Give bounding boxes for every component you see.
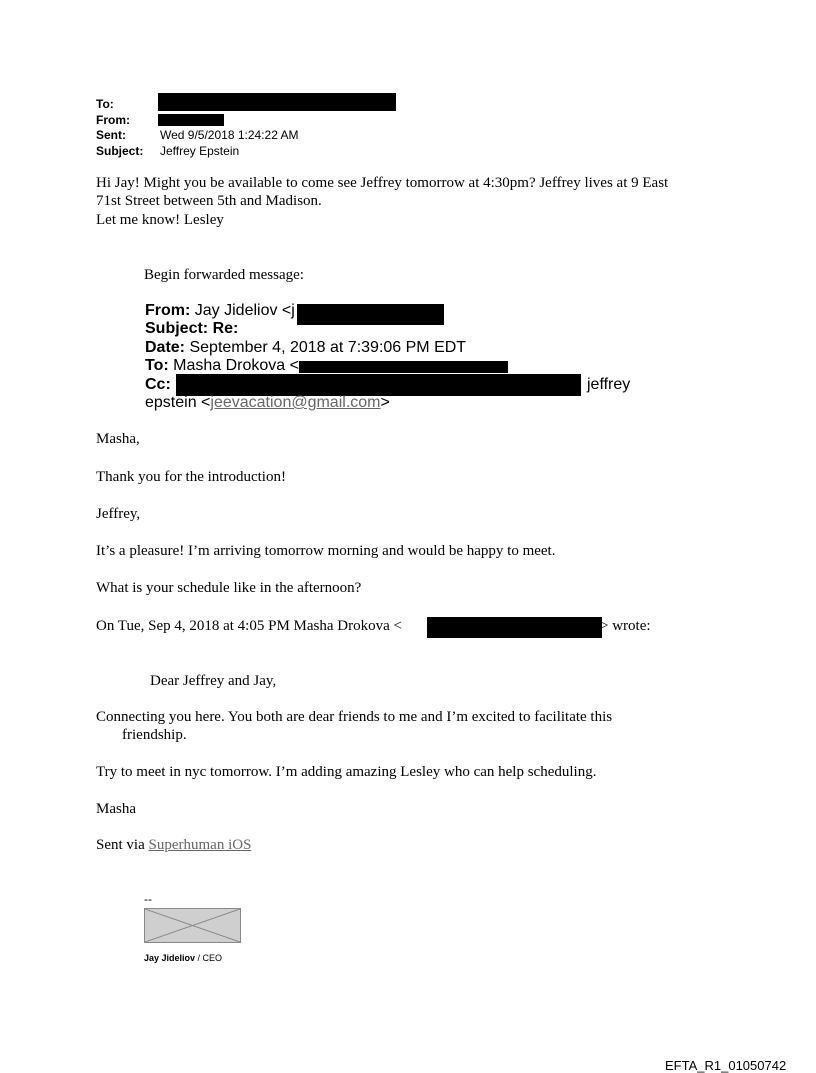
- reply-greeting-jeffrey: Jeffrey,: [96, 506, 141, 522]
- forward-to-label: To:: [145, 357, 169, 374]
- document-id: EFTA_R1_01050742: [665, 1058, 787, 1073]
- forward-to: [145, 357, 299, 375]
- redaction-quote-email: [427, 617, 602, 638]
- sent-via-prefix: Sent via: [96, 837, 149, 853]
- forward-subject-label: Subject:: [145, 320, 209, 337]
- signature-title: / CEO: [195, 953, 223, 963]
- header-subject-value: Jeffrey Epstein: [160, 144, 240, 158]
- sent-via: [96, 836, 251, 855]
- reply-thanks: Thank you for the introduction!: [96, 469, 286, 485]
- forward-cc-line2-prefix: epstein <: [145, 394, 211, 411]
- signature-name: Jay Jideliov: [144, 953, 196, 963]
- redaction-forward-from: [297, 304, 444, 325]
- header-sent-value: Wed 9/5/2018 1:24:22 AM: [160, 128, 299, 142]
- forward-cc-label: Cc:: [145, 376, 171, 393]
- forward-from-value: Jay Jideliov <j: [194, 302, 295, 319]
- forward-cc-line2: [145, 394, 390, 412]
- redaction-forward-to: [299, 361, 508, 373]
- forward-subject: [145, 320, 238, 338]
- redaction-forward-cc: [176, 374, 581, 396]
- forward-cc: [145, 376, 171, 394]
- forward-date: [145, 339, 466, 357]
- quoted-para2: Try to meet in nyc tomorrow. I’m adding amazing Lesley who can help scheduling.: [96, 764, 597, 780]
- header-subject-label: Subject:: [96, 144, 144, 158]
- quoted-para1-line1: Connecting you here. You both are dear friends to me and I’m excited to facilitate this: [96, 709, 613, 725]
- quoted-sign: Masha: [96, 801, 136, 817]
- forward-cc-line2-suffix: >: [380, 394, 390, 411]
- broken-image-icon: [144, 908, 241, 943]
- quote-intro: [96, 617, 402, 636]
- header-to-label: To:: [96, 97, 114, 111]
- reply-question: What is your schedule like in the afternoon?: [96, 580, 362, 596]
- forward-from: [145, 302, 295, 320]
- superhuman-link[interactable]: Superhuman iOS: [148, 837, 252, 853]
- forward-subject-value: Re:: [212, 320, 239, 337]
- header-sent-label: Sent:: [96, 128, 126, 142]
- body-line-1: Hi Jay! Might you be available to come see Jeffrey tomorrow at 4:30pm? Jeffrey lives at 9 East: [96, 175, 669, 191]
- forward-date-label: Date:: [145, 339, 186, 356]
- quoted-greeting: Dear Jeffrey and Jay,: [150, 673, 277, 689]
- redaction-from: [158, 114, 224, 126]
- quote-intro-prefix: On Tue, Sep 4, 2018 at 4:05 PM Masha Drokova <: [96, 618, 402, 634]
- reply-pleasure: It’s a pleasure! I’m arriving tomorrow morning and would be happy to meet.: [96, 543, 556, 559]
- signature-line: [144, 953, 222, 963]
- header-from-label: From:: [96, 113, 130, 127]
- quote-intro-suffix: > wrote:: [600, 618, 651, 634]
- quoted-para1-line2: friendship.: [122, 727, 187, 743]
- forward-to-value: Masha Drokova <: [173, 357, 299, 374]
- body-line-3: Let me know! Lesley: [96, 212, 224, 228]
- body-line-2: 71st Street between 5th and Madison.: [96, 193, 322, 209]
- forward-date-value: September 4, 2018 at 7:39:06 PM EDT: [189, 339, 467, 356]
- forward-cc-trailing: jeffrey: [587, 376, 631, 393]
- redaction-to: [158, 93, 396, 111]
- email-link-jeevacation[interactable]: jeevacation@gmail.com: [210, 394, 381, 411]
- forward-from-label: From:: [145, 302, 191, 319]
- forward-intro: Begin forwarded message:: [144, 267, 304, 283]
- reply-greeting-masha: Masha,: [96, 431, 140, 447]
- signature-dashes: --: [144, 892, 152, 906]
